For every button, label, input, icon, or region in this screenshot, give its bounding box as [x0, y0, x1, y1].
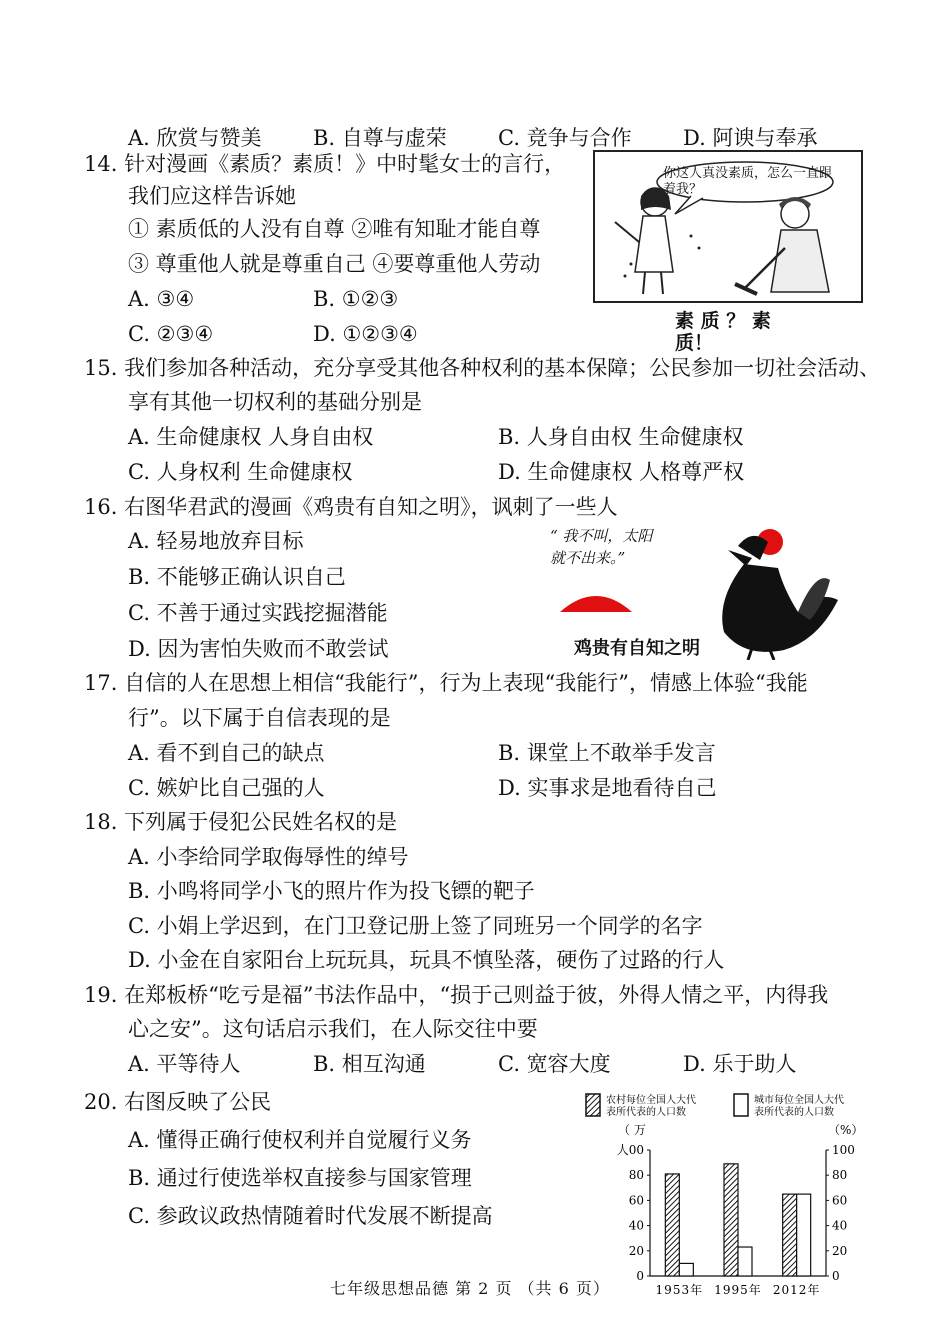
q16-option-d: D. 因为害怕失败而不敢尝试: [128, 637, 389, 661]
q20-option-c: C. 参政议政热情随着时代发展不断提高: [128, 1204, 493, 1228]
page-footer: 七年级思想品德 第 2 页 （共 6 页）: [330, 1279, 610, 1298]
q20-option-b: B. 通过行使选举权直接参与国家管理: [128, 1166, 472, 1190]
y-tick-right-60: 60: [832, 1193, 848, 1208]
y-axis-left-label: （ 万: [618, 1123, 646, 1137]
q18-stem: 18. 下列属于侵犯公民姓名权的是: [84, 810, 398, 834]
q19-option-d: D. 乐于助人: [683, 1052, 797, 1076]
q15-option-b: B. 人身自由权 生命健康权: [498, 425, 744, 449]
x-tick-1995年: 1995年: [714, 1283, 762, 1297]
y-tick-left-60: 60: [628, 1193, 644, 1208]
rooster-speech-2: 就不出来。”: [550, 549, 626, 567]
q14-stem-2: 我们应这样告诉她: [128, 184, 296, 208]
rooster-caption: 鸡贵有自知之明: [574, 638, 700, 659]
q16-option-a: A. 轻易地放弃目标: [128, 529, 304, 553]
y-tick-left-20: 20: [628, 1243, 644, 1258]
y-tick-right-0: 0: [832, 1269, 840, 1283]
q20-option-a: A. 懂得正确行使权利并自觉履行义务: [128, 1128, 472, 1152]
q19-stem: 19. 在郑板桥“吃亏是福”书法作品中，“损于己则益于彼，外得人情之平，内得我: [84, 983, 829, 1007]
legend-label-2-line1: 城市每位全国人大代: [754, 1095, 844, 1106]
y-tick-left-40: 40: [628, 1218, 644, 1233]
bar-1953年-1: [665, 1174, 679, 1276]
q18-option-d: D. 小金在自家阳台上玩玩具，玩具不慎坠落，硬伤了过路的行人: [128, 948, 725, 972]
q14-stem: 14. 针对漫画《素质？素质！》中时髦女士的言行，: [84, 152, 566, 176]
y-tick-left-100: 人00: [616, 1143, 644, 1157]
cartoon-rooster: [548, 520, 848, 660]
cartoon-speech-bubble: 你这人真没素质，怎么一直跟着我？: [663, 166, 833, 197]
representation-chart: [578, 1088, 878, 1303]
q15-option-c: C. 人身权利 生命健康权: [128, 460, 353, 484]
y-tick-right-20: 20: [832, 1243, 848, 1258]
bar-1995年-1: [724, 1164, 738, 1276]
cartoon-suzhi-caption: 素 质 ？ 素 质！: [675, 310, 771, 354]
q17-option-d: D. 实事求是地看待自己: [498, 776, 717, 800]
q14-option-c: C. ②③④: [128, 322, 214, 346]
bar-2012年-2: [797, 1194, 811, 1276]
q15-option-a: A. 生命健康权 人身自由权: [128, 425, 374, 449]
q19-stem-2: 心之安”。这句话启示我们，在人际交往中要: [128, 1017, 538, 1041]
q14-statement-1: ① 素质低的人没有自尊 ②唯有知耻才能自尊: [128, 217, 541, 241]
y-tick-left-80: 80: [628, 1168, 644, 1183]
q19-option-a: A. 平等待人: [128, 1052, 241, 1076]
q16-option-b: B. 不能够正确认识自己: [128, 565, 346, 589]
cartoon-suzhi: [593, 150, 863, 303]
q15-stem: 15. 我们参加各种活动，充分享受其他各种权利的基本保障；公民参加一切社会活动、: [84, 356, 881, 380]
q14-option-b: B. ①②③: [313, 287, 399, 311]
q14-option-a: A. ③④: [128, 287, 195, 311]
y-tick-right-100: 100: [832, 1143, 855, 1157]
q14-statement-2: ③ 尊重他人就是尊重自己 ④要尊重他人劳动: [128, 252, 541, 276]
q13-option-a: A. 欣赏与赞美: [128, 126, 262, 150]
q13-option-c: C. 竞争与合作: [498, 126, 632, 150]
bar-2012年-1: [783, 1194, 797, 1276]
q17-stem: 17. 自信的人在思想上相信“我能行”，行为上表现“我能行”，情感上体验“我能: [84, 671, 808, 695]
y-tick-left-0: 0: [636, 1269, 644, 1283]
rooster-speech-1: “ 我不叫，太阳: [550, 527, 653, 545]
q19-option-c: C. 宽容大度: [498, 1052, 611, 1076]
q18-option-b: B. 小鸣将同学小飞的照片作为投飞镖的靶子: [128, 879, 535, 903]
q17-option-b: B. 课堂上不敢举手发言: [498, 741, 716, 765]
legend-swatch-2: [734, 1094, 748, 1116]
bar-1953年-2: [679, 1263, 693, 1276]
q19-option-b: B. 相互沟通: [313, 1052, 426, 1076]
q20-stem: 20. 右图反映了公民: [84, 1090, 272, 1114]
q18-option-a: A. 小李给同学取侮辱性的绰号: [128, 845, 409, 869]
q17-option-c: C. 嫉妒比自己强的人: [128, 776, 325, 800]
q13-option-b: B. 自尊与虚荣: [313, 126, 447, 150]
legend-swatch-1: [586, 1094, 600, 1116]
x-tick-1953年: 1953年: [655, 1283, 704, 1297]
legend-label-2-line2: 表所代表的人口数: [754, 1107, 834, 1118]
legend-label-1-line1: 农村每位全国人大代: [606, 1095, 696, 1106]
bar-1995年-2: [738, 1247, 752, 1276]
q13-option-d: D. 阿谀与奉承: [683, 126, 818, 150]
q16-option-c: C. 不善于通过实践挖掘潜能: [128, 601, 388, 625]
q17-stem-2: 行”。以下属于自信表现的是: [128, 706, 391, 730]
x-tick-2012年: 2012年: [772, 1283, 821, 1297]
q15-option-d: D. 生命健康权 人格尊严权: [498, 460, 745, 484]
chart-svg: [578, 1088, 878, 1303]
q15-stem-2: 享有其他一切权利的基础分别是: [128, 390, 422, 414]
q16-stem: 16. 右图华君武的漫画《鸡贵有自知之明》，讽刺了一些人: [84, 495, 618, 519]
y-axis-right-label: （%）: [828, 1123, 864, 1137]
legend-label-1-line2: 表所代表的人口数: [606, 1107, 686, 1118]
y-tick-right-40: 40: [832, 1218, 848, 1233]
y-tick-right-80: 80: [832, 1168, 848, 1183]
q18-option-c: C. 小娟上学迟到，在门卫登记册上签了同班另一个同学的名字: [128, 914, 703, 938]
q17-option-a: A. 看不到自己的缺点: [128, 741, 325, 765]
q14-option-d: D. ①②③④: [313, 322, 418, 346]
